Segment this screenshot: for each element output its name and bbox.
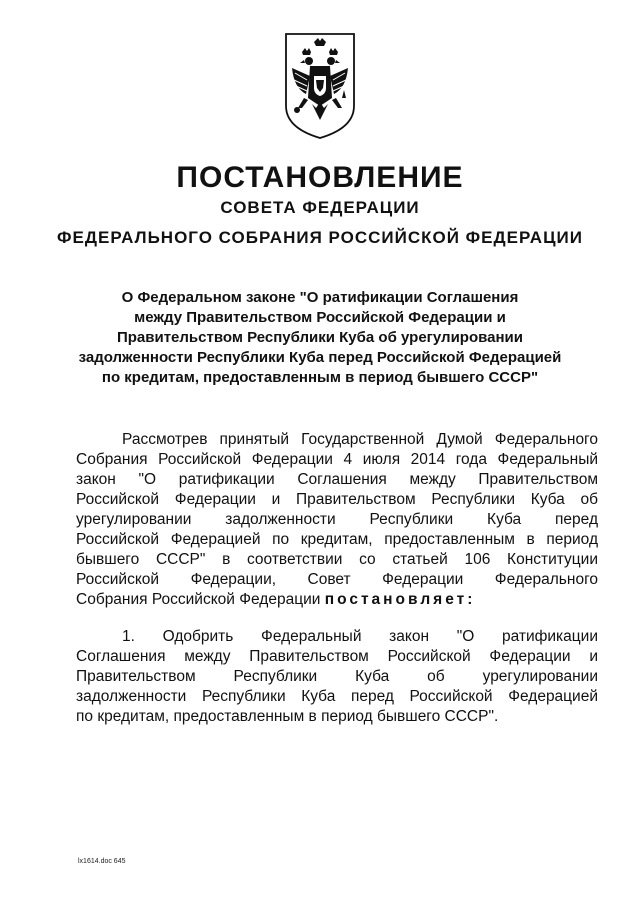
resolution-item-1	[76, 627, 598, 727]
coat-of-arms-icon	[280, 28, 360, 142]
issuer-line-2: ФЕДЕРАЛЬНОГО СОБРАНИЯ РОССИЙСКОЙ ФЕДЕРАЦИИ	[57, 228, 583, 247]
subject-line: между Правительством Российской Федерации и	[134, 309, 506, 326]
paragraph-line: по кредитам, предоставленным в период бывшего СССР".	[76, 708, 499, 725]
paragraph-line: 1. Одобрить Федеральный закон "О ратификации	[122, 628, 598, 645]
paragraph-line: Собрания Российской Федерации 4 июля 2014 года Федеральный	[76, 451, 598, 468]
paragraph-line: закон "О ратификации Соглашения между Правительством	[76, 471, 598, 488]
issuer-line-1: СОВЕТА ФЕДЕРАЦИИ	[220, 198, 420, 217]
paragraph-line: Соглашения между Правительством Российской Федерации и	[76, 648, 598, 665]
last-line-text: Собрания Российской Федерации	[76, 591, 325, 608]
document-type-title: ПОСТАНОВЛЕНИЕ	[176, 161, 464, 194]
paragraph-line: Правительством Республики Куба об урегулировании	[76, 668, 598, 685]
paragraph-line: Российской Федерации, Совет Федерации Федерального	[76, 571, 598, 588]
paragraph-line: урегулировании задолженности Республики Куба перед	[76, 511, 598, 528]
preamble-paragraph	[76, 430, 598, 610]
paragraph-last-line	[76, 590, 598, 610]
paragraph-line: Российской Федерацией по кредитам, предоставленным в период	[76, 531, 598, 548]
subject-line: О Федеральном законе "О ратификации Соглашения	[121, 289, 519, 306]
paragraph-line: Российской Федерации и Правительством Республики Куба об	[76, 491, 598, 508]
subject-line: задолженности Республики Куба перед Российской Федерацией	[78, 349, 562, 366]
paragraph-line: задолженности Республики Куба перед Российской Федерацией	[76, 688, 598, 705]
subject-line: по кредитам, предоставленным в период бывшего СССР"	[101, 369, 539, 386]
paragraph-line: Рассмотрев принятый Государственной Думой Федерального	[122, 431, 598, 448]
subject-line: Правительством Республики Куба об урегулировании	[116, 329, 524, 346]
document-code: lx1614.doc 645	[78, 858, 126, 865]
resolution-verb: постановляет:	[324, 591, 476, 608]
paragraph-line: бывшего СССР" в соответствии со статьей 106 Конституции	[76, 551, 598, 568]
document-subject	[60, 288, 580, 388]
